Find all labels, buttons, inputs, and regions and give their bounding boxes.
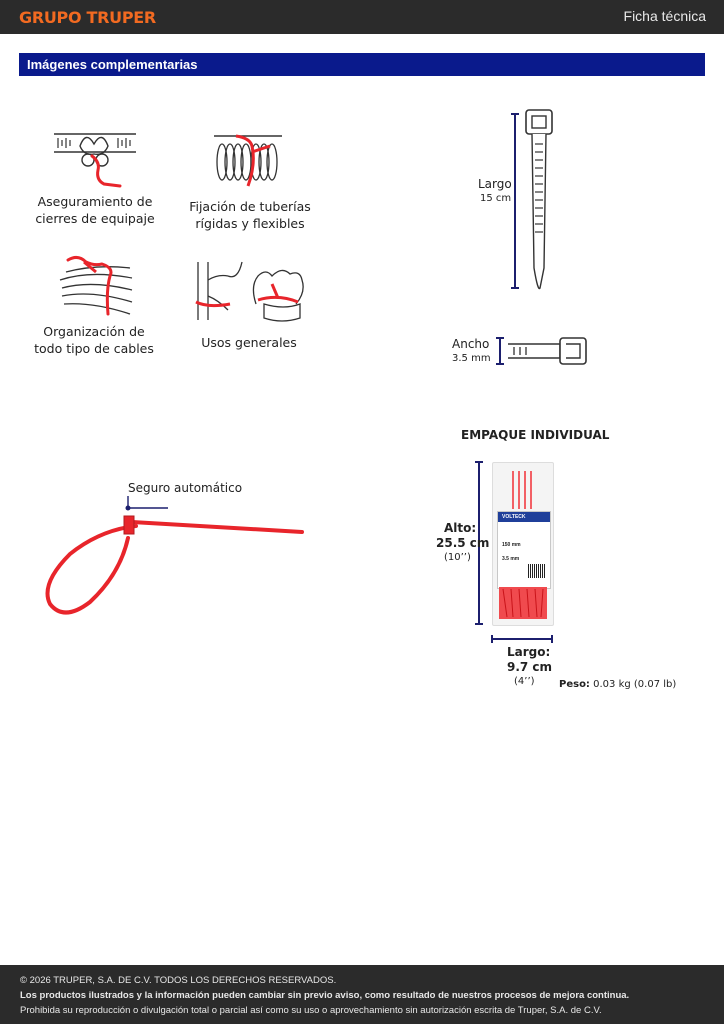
use-label-pipes: Fijación de tuberías rígidas y flexibles xyxy=(189,199,311,231)
use-label-luggage: Aseguramiento de cierres de equipaje xyxy=(35,194,155,226)
length-label: Largo xyxy=(478,177,512,191)
length-dimension-line xyxy=(510,112,520,290)
package-length-in: (4’’) xyxy=(514,676,535,687)
weight-value: 0.03 kg (0.07 lb) xyxy=(593,679,677,690)
footer-notice: Los productos ilustrados y la información pueden cambiar sin previo aviso, como resultado de nuestros procesos de mejora continua. xyxy=(20,990,630,1001)
package-width: 3.5 mm xyxy=(502,556,520,562)
package-height-in: (10’’) xyxy=(444,552,471,563)
package-size: 150 mm xyxy=(502,542,521,548)
section-header xyxy=(19,53,705,76)
package-height-cm: 25.5 cm xyxy=(436,536,490,550)
section-title: Imágenes complementarias xyxy=(27,57,198,72)
package-brand: VOLTECK xyxy=(502,514,526,520)
package-image xyxy=(492,462,554,626)
package-title: EMPAQUE INDIVIDUAL xyxy=(461,428,610,442)
red-cable-tie-loop xyxy=(40,494,306,618)
package-length-label: Largo: xyxy=(507,645,551,659)
cable-tie-head-horizontal xyxy=(506,336,588,366)
package-red-ties xyxy=(499,587,547,619)
use-label-general: Usos generales xyxy=(201,335,297,350)
footer-prohibition: Prohibida su reproducción o divulgación total o parcial así como su uso o aprovechamiento sin autorización escrita de Truper, S.A. de C.V. xyxy=(20,1005,602,1016)
cable-tie-vertical xyxy=(524,108,554,294)
package-barcode xyxy=(528,564,546,578)
width-dimension-line xyxy=(496,336,504,366)
cable-organization-illustration xyxy=(58,252,134,316)
footer-copyright: © 2026 TRUPER, S.A. DE C.V. TODOS LOS DERECHOS RESERVADOS. xyxy=(20,975,337,986)
document-title: Ficha técnica xyxy=(623,8,706,24)
package-weight xyxy=(559,679,676,690)
package-red-ties-top xyxy=(507,469,539,511)
package-label-card xyxy=(497,511,551,589)
width-value: 3.5 mm xyxy=(452,353,491,364)
footer xyxy=(0,965,724,1024)
luggage-zipper-illustration xyxy=(52,126,138,188)
auto-lock-label: Seguro automático xyxy=(128,481,243,495)
brand-logo: GRUPO TRUPER xyxy=(19,8,156,27)
general-uses-illustration xyxy=(194,260,312,322)
package-height-label: Alto: xyxy=(444,521,477,535)
length-value: 15 cm xyxy=(480,193,512,204)
top-bar xyxy=(0,0,724,34)
use-label-cables: Organización de todo tipo de cables xyxy=(34,324,154,356)
pipe-fixing-illustration xyxy=(212,130,284,190)
width-label: Ancho xyxy=(452,337,490,351)
weight-label: Peso: xyxy=(559,679,590,690)
package-length-line xyxy=(490,634,554,644)
package-length-cm: 9.7 cm xyxy=(507,660,553,674)
